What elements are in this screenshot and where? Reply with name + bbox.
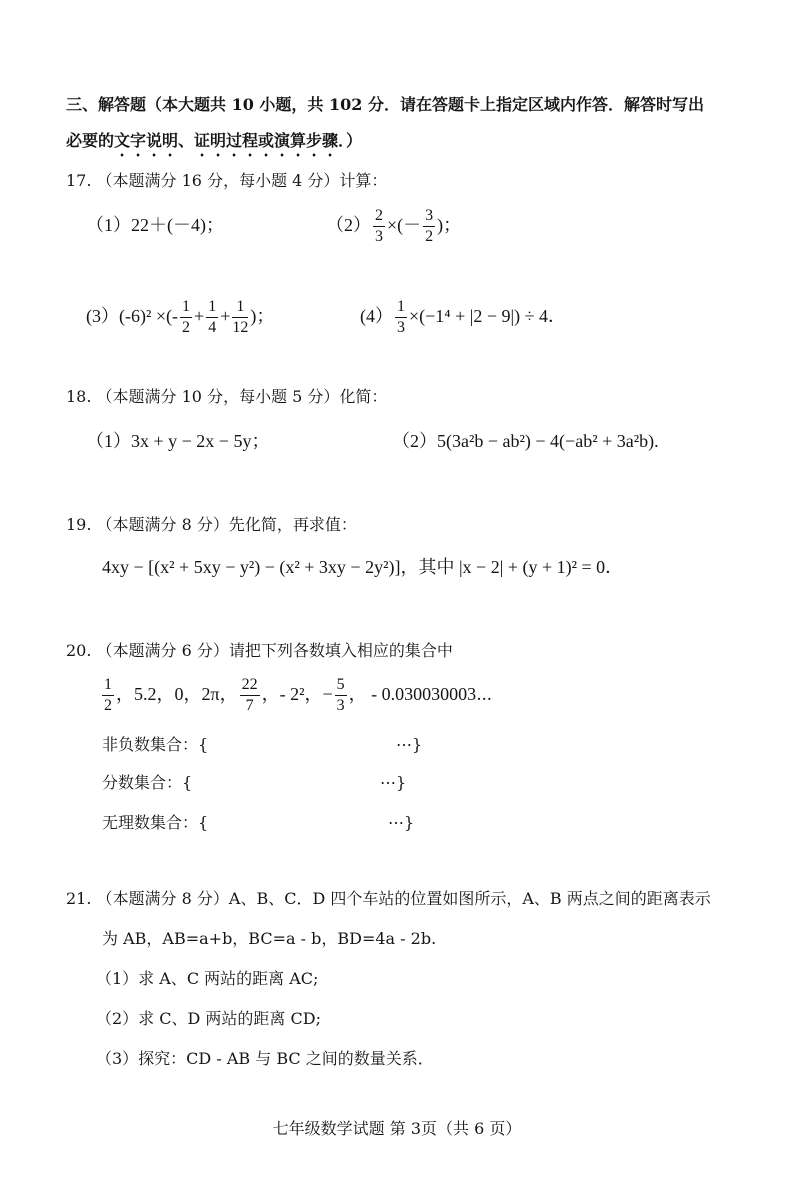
q21-header: 21. （本题满分 8 分）A、B、C．D 四个车站的位置如图所示，A、B 两点之间的距离表示 — [66, 889, 711, 908]
set-irrational-end: ⋯} — [388, 813, 415, 832]
fraction — [240, 677, 260, 714]
fraction — [423, 208, 435, 245]
fraction — [395, 299, 407, 336]
numerator: 3 — [423, 208, 435, 227]
q20-header: 20. （本题满分 6 分）请把下列各数填入相应的集合中 — [66, 641, 453, 660]
numerator: 5 — [335, 677, 347, 696]
fraction — [232, 299, 248, 336]
set-fraction-end: ⋯} — [380, 773, 407, 792]
numerator: 1 — [395, 299, 407, 318]
operator: + — [194, 306, 205, 326]
numerator: 22 — [240, 677, 260, 696]
number-list: ，- 2²，− — [261, 684, 333, 704]
q17-part4-label: (4） — [360, 306, 393, 326]
q18-header: 18. （本题满分 10 分，每小题 5 分）化简： — [66, 387, 388, 406]
section-emphasis-text: 文字说明、证明过程或演算步骤 — [114, 131, 339, 150]
numerator: 2 — [373, 208, 385, 227]
q20-numbers — [100, 668, 492, 720]
q17-header: 17. （本题满分 16 分，每小题 4 分）计算： — [66, 171, 388, 190]
section-text: 必要的 — [66, 131, 115, 150]
expression-end: )； — [437, 215, 462, 235]
q18-part2: （2）5(3a²b − ab²) − 4(−ab² + 3a²b). — [392, 431, 659, 451]
expression: (-6)² ×(- — [119, 306, 179, 326]
q17-part3 — [86, 290, 274, 342]
numerator: 1 — [102, 677, 114, 696]
number-list: ，5.2，0，2π， — [116, 684, 238, 704]
fraction — [102, 677, 114, 714]
q17-part3-label: (3） — [86, 306, 119, 326]
set-nonnegative-end: ⋯} — [396, 735, 423, 754]
number-list: ， - 0.030030003⋯ — [348, 684, 493, 704]
set-fraction-label: 分数集合：{ — [102, 773, 193, 792]
fraction — [180, 299, 192, 336]
operator: + — [220, 306, 231, 326]
denominator: 3 — [397, 319, 405, 337]
q21-part2: （2）求 C、D 两站的距离 CD; — [96, 1009, 321, 1028]
denominator: 3 — [336, 697, 345, 715]
q18-part1: （1）3x + y − 2x − 5y； — [86, 431, 270, 451]
page-footer: 七年级数学试题 第 3页（共 6 页） — [272, 1119, 522, 1138]
fraction — [373, 208, 385, 245]
q19-expression: 4xy − [(x² + 5xy − y²) − (x² + 3xy − 2y²)]，其中 |x − 2| + (y + 1)² = 0． — [102, 557, 624, 577]
operator: ×(－ — [387, 215, 422, 235]
numerator: 1 — [232, 299, 248, 318]
section-title: 三、解答题（本大题共 10 小题，共 102 分．请在答题卡上指定区域内作答．解答时写出 — [66, 95, 704, 114]
numerator: 1 — [206, 299, 218, 318]
q21-part1: （1）求 A、C 两站的距离 AC; — [96, 969, 319, 988]
expression-end: ×(−1⁴ + |2 − 9|) ÷ 4． — [409, 306, 566, 326]
q17-part2-label: （2） — [326, 215, 371, 235]
set-irrational-label: 无理数集合：{ — [102, 813, 209, 832]
q21-part3: （3）探究：CD - AB 与 BC 之间的数量关系． — [96, 1049, 434, 1068]
numerator: 1 — [180, 299, 192, 318]
section-instructions — [66, 130, 362, 160]
denominator: 2 — [104, 697, 112, 715]
section-text-end: ．） — [338, 131, 363, 150]
q21-condition: 为 AB，AB=a+b，BC=a - b，BD=4a - 2b. — [102, 929, 437, 948]
denominator: 2 — [182, 319, 191, 337]
denominator: 4 — [208, 319, 217, 337]
denominator: 7 — [245, 697, 254, 715]
q17-part1: （1）22＋(－4)； — [86, 215, 224, 235]
denominator: 2 — [425, 228, 434, 246]
denominator: 12 — [232, 319, 249, 337]
fraction — [206, 299, 218, 336]
q17-part4 — [360, 290, 566, 342]
q19-header: 19. （本题满分 8 分）先化简，再求值： — [66, 515, 357, 534]
expression-end: )； — [250, 306, 275, 326]
q17-part2 — [326, 199, 461, 251]
fraction — [335, 677, 347, 714]
set-nonnegative-label: 非负数集合：{ — [102, 735, 209, 754]
denominator: 3 — [375, 228, 383, 246]
